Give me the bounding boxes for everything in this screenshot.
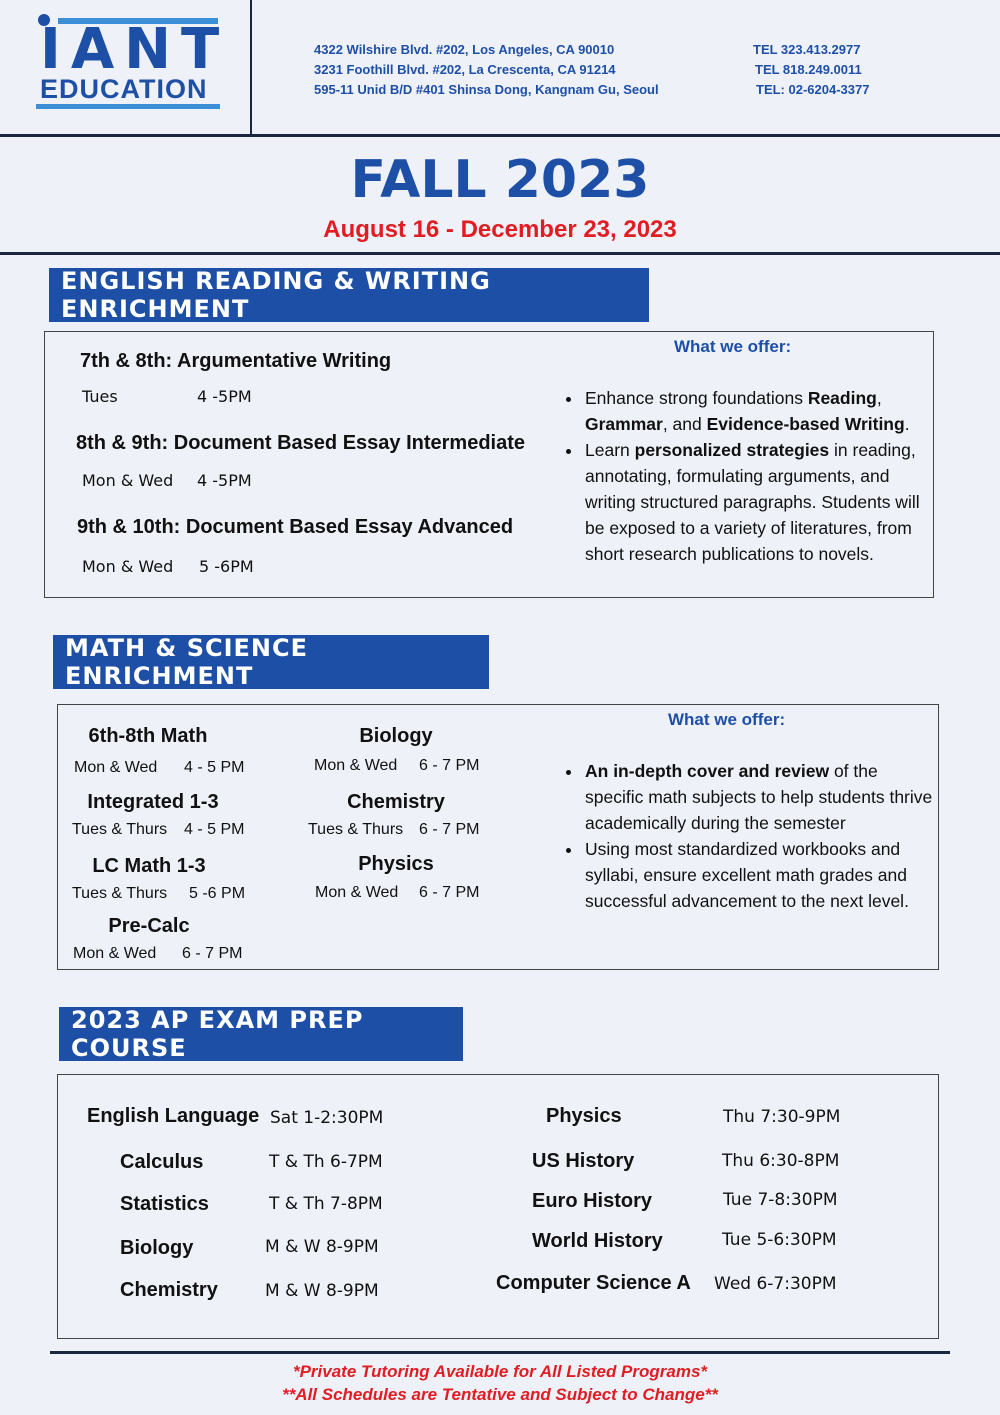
- course-days: Tues & Thurs: [308, 821, 404, 838]
- course-time: 5 -6PM: [199, 557, 254, 576]
- footer-note: *Private Tutoring Available for All Listed Programs*: [292, 1362, 708, 1381]
- ap-course-name: Computer Science A: [496, 1272, 691, 1294]
- ap-course-name: Euro History: [532, 1190, 653, 1212]
- offer-item: • An in-depth cover and review of the specific math subjects to help students thrive academically during the semester: [583, 758, 933, 836]
- math-offer-list: [565, 758, 933, 914]
- course-days: Tues & Thurs: [72, 885, 168, 902]
- ap-course-time: Wed 6-7:30PM: [714, 1274, 837, 1294]
- course-time: 4 - 5 PM: [184, 821, 245, 838]
- course-title: Chemistry: [347, 791, 445, 813]
- course-days: Tues: [82, 387, 118, 406]
- header-rule: [0, 134, 1000, 137]
- ap-course-name: Statistics: [120, 1193, 209, 1215]
- course-title: Pre-Calc: [108, 915, 190, 937]
- course-title: 8th & 9th: Document Based Essay Intermediate: [76, 432, 526, 454]
- course-time: 6 - 7 PM: [419, 821, 480, 838]
- offer-heading: What we offer:: [668, 710, 786, 729]
- phone-line: TEL 323.413.2977: [753, 42, 861, 57]
- course-title: LC Math 1-3: [92, 855, 206, 877]
- header-divider: [250, 0, 252, 136]
- ap-course-time: Tue 5-6:30PM: [722, 1230, 837, 1250]
- course-title: 6th-8th Math: [88, 725, 208, 747]
- ap-course-name: World History: [532, 1230, 663, 1252]
- logo-underline: [36, 104, 220, 109]
- ap-course-name: Biology: [120, 1237, 194, 1259]
- footer-note: **All Schedules are Tentative and Subject to Change**: [282, 1385, 718, 1404]
- logo-sub-text: EDUCATION: [40, 74, 208, 104]
- english-banner: ENGLISH READING & WRITING ENRICHMENT: [49, 268, 649, 322]
- course-title: 7th & 8th: Argumentative Writing: [80, 350, 392, 372]
- offer-heading: What we offer:: [674, 337, 792, 356]
- course-time: 4 -5PM: [197, 471, 252, 490]
- course-days: Mon & Wed: [82, 471, 174, 490]
- term-dates: August 16 - December 23, 2023: [323, 216, 677, 243]
- ap-course-time: Thu 6:30-8PM: [722, 1151, 840, 1171]
- ap-course-name: Chemistry: [120, 1279, 218, 1301]
- course-title: Physics: [358, 853, 434, 875]
- phone-line: TEL 818.249.0011: [755, 62, 862, 77]
- course-time: 6 - 7 PM: [182, 945, 243, 962]
- course-time: 6 - 7 PM: [419, 757, 480, 774]
- course-days: Tues & Thurs: [72, 821, 168, 838]
- offer-item: • Using most standardized workbooks and syllabi, ensure excellent math grades and successful advancement to the next level.: [583, 836, 933, 914]
- course-days: Mon & Wed: [74, 759, 158, 776]
- ap-course-name: US History: [532, 1150, 635, 1172]
- course-title: Biology: [359, 725, 433, 747]
- course-time: 4 -5PM: [197, 387, 252, 406]
- address-line: 595-11 Unid B/D #401 Shinsa Dong, Kangnam Gu, Seoul: [314, 82, 659, 97]
- offer-item: • Learn personalized strategies in reading, annotating, formulating arguments, and writing structured paragraphs. Students will be exposed to a variety of literatures, from short research publications to novels.: [583, 437, 943, 567]
- ap-course-time: Thu 7:30-9PM: [723, 1107, 841, 1127]
- footer-rule: [50, 1351, 950, 1354]
- ap-course-time: M & W 8-9PM: [265, 1237, 379, 1257]
- page-title: FALL 2023: [350, 150, 650, 210]
- course-title: Integrated 1-3: [87, 791, 219, 813]
- english-offer-list: [565, 385, 943, 567]
- ap-banner: 2023 AP EXAM PREP COURSE: [59, 1007, 463, 1061]
- ap-course-name: Calculus: [120, 1151, 204, 1173]
- ap-course-time: T & Th 7-8PM: [269, 1194, 383, 1214]
- course-days: Mon & Wed: [82, 557, 174, 576]
- offer-item: • Enhance strong foundations Reading, Grammar, and Evidence-based Writing.: [583, 385, 943, 437]
- course-time: 5 -6 PM: [189, 885, 246, 902]
- ap-course-name: English Language: [87, 1105, 260, 1127]
- ap-course-time: Sat 1-2:30PM: [270, 1108, 384, 1128]
- address-line: 3231 Foothill Blvd. #202, La Crescenta, CA 91214: [314, 62, 616, 77]
- course-days: Mon & Wed: [73, 945, 157, 962]
- ap-course-time: M & W 8-9PM: [265, 1281, 379, 1301]
- phone-line: TEL: 02-6204-3377: [756, 82, 870, 97]
- title-rule: [0, 252, 1000, 255]
- ap-course-time: Tue 7-8:30PM: [723, 1190, 838, 1210]
- course-time: 4 - 5 PM: [184, 759, 245, 776]
- course-time: 6 - 7 PM: [419, 884, 480, 901]
- ap-course-time: T & Th 6-7PM: [269, 1152, 383, 1172]
- course-title: 9th & 10th: Document Based Essay Advanced: [77, 516, 514, 538]
- address-line: 4322 Wilshire Blvd. #202, Los Angeles, CA 90010: [314, 42, 615, 57]
- course-days: Mon & Wed: [314, 757, 398, 774]
- logo-main-text: IANT: [40, 17, 230, 82]
- course-days: Mon & Wed: [315, 884, 399, 901]
- ap-course-name: Physics: [546, 1105, 622, 1127]
- math-banner: MATH & SCIENCE ENRICHMENT: [53, 635, 489, 689]
